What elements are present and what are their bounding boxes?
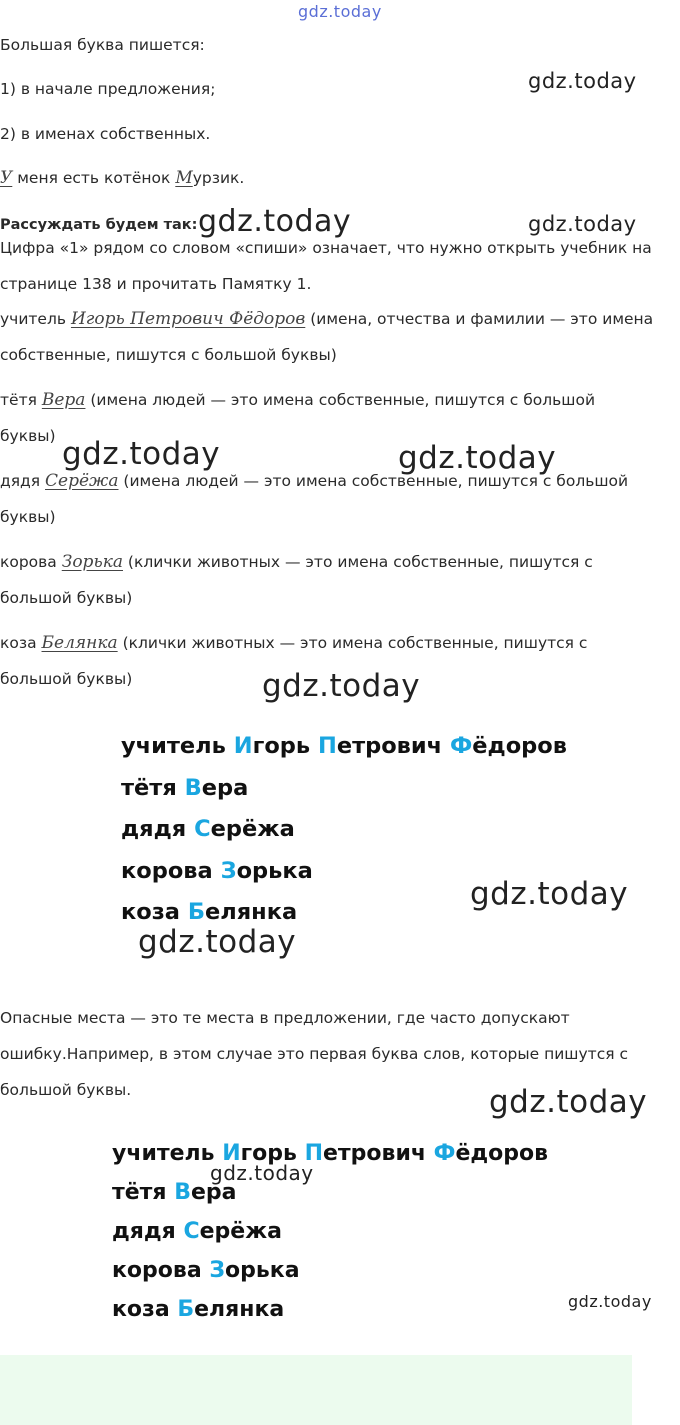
entry-word: коза [0, 634, 42, 652]
watermark: gdz.today [489, 1084, 648, 1120]
entry-line [0, 390, 595, 410]
list-word: ёдоров [455, 1141, 549, 1166]
list-word: ёдоров [472, 733, 567, 759]
danger-line-1: Опасные места — это те места в предложении, где часто допускают [0, 1009, 570, 1027]
entry-name: Вера [41, 390, 86, 410]
list-word: елянка [194, 1297, 285, 1322]
list-word: орька [224, 1258, 300, 1283]
rule-item-1: 1) в начале предложения; [0, 80, 216, 98]
entry-word: дядя [0, 472, 46, 490]
reasoning-label: Рассуждать будем так: [0, 217, 198, 233]
watermark: gdz.today [568, 1292, 652, 1311]
entry-line: буквы) [0, 508, 56, 526]
capital-letter: З [209, 1258, 225, 1283]
list-word: ерёжа [199, 1219, 282, 1244]
list-word: коза [121, 899, 188, 925]
list-item [121, 851, 567, 893]
list-item [112, 1212, 548, 1251]
example-text: урзик. [192, 169, 245, 187]
list-item [112, 1290, 548, 1329]
handwritten-capital: М [175, 168, 193, 188]
list-word: дядя [112, 1219, 184, 1244]
entry-explanation: (имена людей — это имена собственные, пишутся с большой [118, 472, 629, 490]
entry-explanation: (имена людей — это имена собственные, пишутся с большой [85, 391, 596, 409]
capitalized-list [112, 1134, 548, 1329]
capital-letter: Б [187, 899, 205, 925]
capital-letter: И [233, 733, 253, 759]
watermark: gdz.today [298, 2, 382, 21]
entry-line [0, 633, 587, 653]
capital-letter: В [174, 1180, 191, 1205]
entry-line: буквы) [0, 427, 56, 445]
rule-item-2: 2) в именах собственных. [0, 125, 211, 143]
entry-word: корова [0, 553, 62, 571]
entry-line [0, 471, 628, 491]
list-word: тётя [121, 774, 185, 801]
watermark: gdz.today [470, 876, 629, 912]
list-word: корова [112, 1258, 210, 1283]
list-item [121, 726, 567, 768]
list-word: етрович [336, 733, 450, 759]
entry-line: большой буквы) [0, 589, 133, 607]
watermark: gdz.today [62, 436, 221, 472]
bottom-panel [0, 1355, 632, 1425]
capital-letter: В [184, 774, 202, 801]
entry-word: учитель [0, 310, 71, 328]
danger-line-3: большой буквы. [0, 1081, 132, 1099]
rule-intro: Большая буква пишется: [0, 36, 205, 54]
capital-letter: П [317, 733, 337, 759]
reasoning-line-1: Цифра «1» рядом со словом «спиши» означает, что нужно открыть учебник на [0, 239, 652, 257]
capital-letter: П [304, 1141, 323, 1166]
list-word: горь [252, 733, 318, 759]
capital-letter: З [220, 857, 237, 884]
watermark: gdz.today [398, 440, 557, 476]
handwritten-capital: У [0, 168, 13, 188]
capital-letter: С [194, 816, 211, 842]
list-word: ера [201, 774, 249, 801]
list-word: корова [121, 857, 221, 884]
list-word: ерёжа [210, 816, 295, 842]
capital-letter: Б [177, 1297, 195, 1322]
capital-letter: Ф [449, 733, 473, 759]
entry-name: Зорька [61, 552, 123, 572]
list-word: горь [240, 1141, 305, 1166]
entry-explanation: (клички животных — это имена собственные, пишутся с [117, 634, 588, 652]
capital-letter: Ф [433, 1141, 456, 1166]
capitalized-list [121, 726, 567, 934]
watermark: gdz.today [210, 1161, 314, 1185]
entry-name: Серёжа [45, 471, 119, 491]
watermark: gdz.today [262, 668, 421, 704]
entry-name: Игорь Петрович Фёдоров [70, 309, 306, 329]
list-item [112, 1134, 548, 1173]
entry-explanation: (имена, отчества и фамилии — это имена [305, 310, 654, 328]
reasoning-line-2: странице 138 и прочитать Памятку 1. [0, 275, 312, 293]
watermark: gdz.today [528, 212, 637, 236]
capital-letter: И [222, 1141, 241, 1166]
list-word: тётя [112, 1180, 175, 1205]
entry-line [0, 552, 593, 572]
list-item [112, 1251, 548, 1290]
list-item [121, 809, 567, 851]
entry-line: собственные, пишутся с большой буквы) [0, 346, 337, 364]
entry-name: Белянка [41, 633, 118, 653]
list-word: ера [191, 1180, 237, 1205]
list-word: етрович [323, 1141, 434, 1166]
entry-explanation: (клички животных — это имена собственные, пишутся с [123, 553, 593, 571]
list-word: учитель [121, 733, 234, 759]
entry-line [0, 309, 653, 329]
watermark: gdz.today [138, 924, 297, 960]
list-word: елянка [204, 899, 298, 925]
watermark: gdz.today [528, 69, 637, 93]
entry-line: большой буквы) [0, 670, 133, 688]
list-word: учитель [112, 1141, 223, 1166]
list-item [121, 892, 567, 934]
list-word: орька [236, 857, 313, 884]
danger-line-2: ошибку.Например, в этом случае это первая буква слов, которые пишутся с [0, 1045, 628, 1063]
list-item [121, 768, 567, 810]
example-text: меня есть котёнок [12, 169, 176, 187]
list-item [112, 1173, 548, 1212]
capital-letter: С [183, 1219, 200, 1244]
example-sentence [0, 168, 244, 188]
list-word: коза [112, 1297, 178, 1322]
entry-word: тётя [0, 391, 42, 409]
list-word: дядя [121, 816, 195, 842]
watermark: gdz.today [198, 204, 352, 239]
